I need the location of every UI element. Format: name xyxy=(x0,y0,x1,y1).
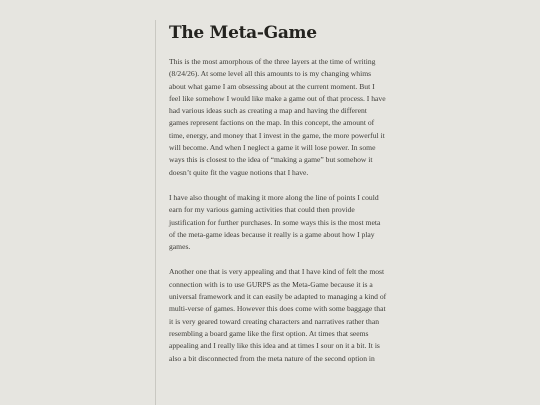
paragraph-2: I have also thought of making it more along the line of points I could earn for my various gaming activities that could then provide justification for further purchases. In some ways this is the most meta of the meta-game ideas because it really is a game about how I play games. xyxy=(169,192,381,252)
article-title: The Meta-Game xyxy=(169,23,317,43)
article xyxy=(169,22,387,378)
left-divider-line xyxy=(155,20,156,405)
paragraph-3: Another one that is very appealing and that I have kind of felt the most connection with is to use GURPS as the Meta-Game because it is a universal framework and it can easily be adapted to managing a kind of multi-verse of games. However this does come with some baggage that it is very geared toward creating characters and narratives rather than resembling a board game like the first option. At times that seems appealing and I really like this idea and at times I sour on it a bit. It is also a bit disconnected from the meta nature of the second option in xyxy=(169,267,387,363)
paragraph-1: This is the most amorphous of the three layers at the time of writing (8/24/26). At some level all this amounts to is my changing whims about what game I am obsessing about at the current moment. But I feel like somehow I would like make a game out of that process. I have had various ideas such as creating a map and having the different games represent factions on the map. In this concept, the amount of time, energy, and money that I invest in the game, the more powerful it will become. And when I neglect a game it will lose power. In some ways this is closest to the idea of “making a game” but somehow it doesn’t quite fit the vague notions that I have. xyxy=(169,57,386,177)
